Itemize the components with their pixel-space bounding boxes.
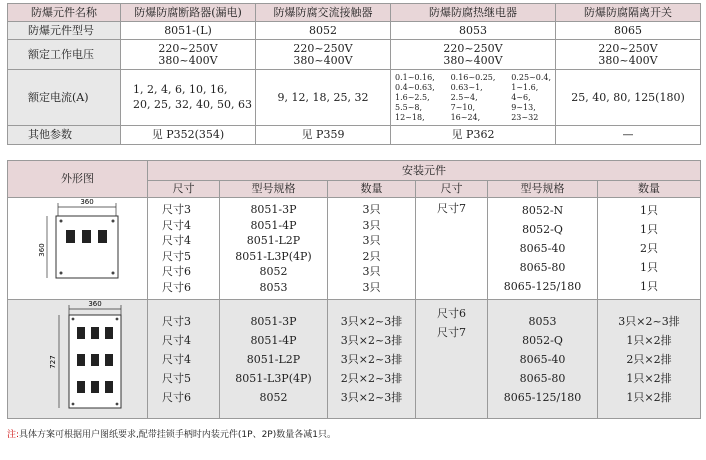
relay-col-2 bbox=[451, 73, 496, 123]
model-label: 防爆元件型号 bbox=[8, 22, 121, 40]
g1-left-qty bbox=[328, 198, 416, 300]
install-group-2 bbox=[8, 300, 701, 419]
qty-cell: 1只×2排 bbox=[626, 390, 672, 404]
footnote bbox=[7, 427, 336, 440]
other-isolator: — bbox=[556, 126, 701, 145]
relay-value: 1.6~2.5, bbox=[395, 92, 430, 102]
model-contactor: 8052 bbox=[256, 22, 391, 40]
qty-cell: 1只 bbox=[640, 280, 658, 293]
breaker-icon bbox=[77, 381, 85, 393]
relay-value: 12~18, bbox=[395, 112, 425, 122]
g1-left-models bbox=[220, 198, 328, 300]
model-cell: 8065-40 bbox=[519, 242, 566, 255]
other-contactor: 见 P359 bbox=[256, 126, 391, 145]
width-dimension: 360 bbox=[79, 198, 94, 206]
g1-right-size: 尺寸7 bbox=[416, 198, 488, 300]
model-cell: 8053 bbox=[528, 314, 557, 328]
current-breaker bbox=[121, 70, 256, 126]
mount-hole bbox=[59, 272, 62, 275]
qty-cell: 1只 bbox=[640, 204, 658, 217]
subheader-model: 型号规格 bbox=[488, 181, 598, 198]
qty-cell: 3只×2~3排 bbox=[340, 390, 403, 404]
model-relay: 8053 bbox=[391, 22, 556, 40]
g1-left-sizes bbox=[148, 198, 220, 300]
breaker-icon bbox=[91, 354, 99, 366]
qty-cell: 3只×2~3排 bbox=[618, 314, 680, 328]
size-cell: 尺寸3 bbox=[162, 314, 191, 328]
relay-value: 23~32 bbox=[511, 112, 539, 122]
g1-right-qty bbox=[598, 198, 701, 300]
qty-cell: 2只×2~3排 bbox=[340, 371, 403, 385]
voltage-contactor bbox=[256, 40, 391, 70]
qty-cell: 3只×2~3排 bbox=[340, 333, 403, 347]
model-cell: 8052-Q bbox=[522, 223, 563, 236]
model-breaker: 8051-(L) bbox=[121, 22, 256, 40]
subheader-size: 尺寸 bbox=[416, 181, 488, 198]
install-table bbox=[7, 160, 701, 419]
qty-cell: 1只×2排 bbox=[626, 371, 672, 385]
current-relay bbox=[391, 70, 556, 126]
shape-drawing-2 bbox=[8, 300, 148, 419]
voltage-line: 220~250V bbox=[598, 41, 658, 55]
breaker-icon bbox=[105, 327, 113, 339]
subheader-qty: 数量 bbox=[598, 181, 701, 198]
mount-hole bbox=[111, 272, 114, 275]
model-cell: 8065-125/180 bbox=[503, 280, 582, 293]
qty-cell: 3只×2~3排 bbox=[340, 314, 403, 328]
relay-value: 0.4~0.63, bbox=[395, 82, 435, 92]
size-cell: 尺寸4 bbox=[162, 352, 191, 366]
model-cell: 8051-4P bbox=[250, 333, 297, 347]
spec-row-voltage bbox=[8, 40, 701, 70]
install-group-1 bbox=[8, 198, 701, 300]
install-header: 安装元件 bbox=[148, 161, 701, 181]
breaker-icon bbox=[105, 354, 113, 366]
model-cell: 8051-L3P(4P) bbox=[235, 371, 312, 385]
size-cell: 尺寸6 bbox=[162, 390, 191, 404]
model-cell: 8051-L2P bbox=[246, 234, 301, 247]
current-line: 1, 2, 4, 6, 10, 16, bbox=[133, 83, 228, 96]
model-cell: 8052 bbox=[259, 390, 288, 404]
size-cell: 尺寸6 bbox=[437, 307, 466, 320]
voltage-line: 380~400V bbox=[598, 53, 658, 67]
size-cell: 尺寸5 bbox=[162, 249, 191, 263]
model-cell: 8051-L3P(4P) bbox=[235, 249, 312, 263]
spec-header-name: 防爆元件名称 bbox=[8, 4, 121, 22]
current-line: 20, 25, 32, 40, 50, 63 bbox=[133, 98, 252, 111]
qty-cell: 3只 bbox=[362, 218, 381, 232]
spec-row-current bbox=[8, 70, 701, 126]
current-contactor: 9, 12, 18, 25, 32 bbox=[256, 70, 391, 126]
breaker-icon bbox=[98, 230, 107, 243]
shape-header: 外形图 bbox=[8, 161, 148, 198]
mount-hole bbox=[115, 318, 118, 321]
relay-value: 16~24, bbox=[450, 112, 481, 122]
model-cell: 8051-L2P bbox=[246, 352, 301, 366]
voltage-isolator bbox=[556, 40, 701, 70]
g2-right-qty bbox=[598, 300, 701, 419]
model-cell: 8065-80 bbox=[519, 261, 566, 274]
model-cell: 8052-N bbox=[521, 204, 564, 217]
model-cell: 8051-3P bbox=[250, 203, 297, 216]
breaker-icon bbox=[77, 327, 85, 339]
enclosure-drawing-tall bbox=[9, 300, 147, 415]
enclosure-body bbox=[56, 216, 118, 278]
qty-cell: 2只×2排 bbox=[626, 352, 672, 366]
relay-value: 5.5~8, bbox=[395, 102, 423, 112]
footnote-prefix: 注: bbox=[7, 430, 20, 440]
breaker-icon bbox=[91, 327, 99, 339]
qty-cell: 2只 bbox=[362, 249, 381, 263]
voltage-line: 220~250V bbox=[158, 41, 218, 55]
size-cell: 尺寸4 bbox=[162, 234, 191, 247]
breaker-icon bbox=[77, 354, 85, 366]
spec-row-model bbox=[8, 22, 701, 40]
relay-value: 0.1~0.16, bbox=[395, 72, 435, 82]
relay-value: 0.25~0.4, bbox=[511, 72, 551, 82]
g2-left-models bbox=[220, 300, 328, 419]
relay-value: 2.5~4, bbox=[450, 92, 478, 102]
other-label: 其他参数 bbox=[8, 126, 121, 145]
spec-header-breaker: 防爆防腐断路器(漏电) bbox=[121, 4, 256, 22]
mount-hole bbox=[71, 318, 74, 321]
relay-value: 4~6, bbox=[511, 92, 531, 102]
voltage-line: 220~250V bbox=[293, 41, 353, 55]
model-cell: 8053 bbox=[259, 280, 288, 294]
breaker-icon bbox=[91, 381, 99, 393]
spec-header-contactor: 防爆防腐交流接触器 bbox=[256, 4, 391, 22]
spec-header-row bbox=[8, 4, 701, 22]
g2-left-qty bbox=[328, 300, 416, 419]
relay-value: 1~1.6, bbox=[511, 82, 539, 92]
spec-table bbox=[7, 3, 701, 145]
g2-right-sizes bbox=[416, 300, 488, 419]
breaker-icon bbox=[105, 381, 113, 393]
model-cell: 8065-125/180 bbox=[503, 390, 582, 404]
relay-value: 7~10, bbox=[450, 102, 476, 112]
height-dimension: 727 bbox=[48, 355, 57, 369]
shape-drawing-1 bbox=[8, 198, 148, 300]
qty-cell: 2只 bbox=[640, 242, 658, 255]
subheader-model: 型号规格 bbox=[220, 181, 328, 198]
voltage-breaker bbox=[121, 40, 256, 70]
model-cell: 8052 bbox=[259, 265, 288, 278]
qty-cell: 1只×2排 bbox=[626, 333, 672, 347]
g1-right-models bbox=[488, 198, 598, 300]
g2-right-models bbox=[488, 300, 598, 419]
voltage-label: 额定工作电压 bbox=[8, 40, 121, 70]
spec-row-other bbox=[8, 126, 701, 145]
relay-value: 9~13, bbox=[511, 102, 536, 112]
subheader-size: 尺寸 bbox=[148, 181, 220, 198]
size-cell: 尺寸7 bbox=[437, 326, 466, 339]
qty-cell: 3只 bbox=[362, 203, 381, 216]
relay-col-1 bbox=[395, 73, 435, 123]
voltage-line: 380~400V bbox=[158, 53, 218, 67]
install-header-row bbox=[8, 161, 701, 181]
spec-header-isolator: 防爆防腐隔离开关 bbox=[556, 4, 701, 22]
qty-cell: 3只 bbox=[362, 234, 381, 247]
qty-cell: 3只×2~3排 bbox=[340, 352, 403, 366]
size-cell: 尺寸5 bbox=[162, 371, 191, 385]
g2-left-sizes bbox=[148, 300, 220, 419]
qty-cell: 3只 bbox=[362, 265, 381, 278]
breaker-icon bbox=[82, 230, 91, 243]
size-cell: 尺寸4 bbox=[162, 333, 191, 347]
qty-cell: 3只 bbox=[362, 280, 381, 294]
voltage-relay bbox=[391, 40, 556, 70]
footnote-text: 具体方案可根据用户图纸要求,配带挂锁手柄时内装元件(1P、2P)数量各减1只。 bbox=[19, 430, 336, 440]
model-cell: 8051-4P bbox=[250, 218, 297, 232]
current-label: 额定电流(A) bbox=[8, 70, 121, 126]
model-cell: 8065-80 bbox=[519, 371, 566, 385]
height-dimension: 360 bbox=[37, 243, 46, 257]
model-cell: 8051-3P bbox=[250, 314, 297, 328]
width-dimension: 360 bbox=[87, 300, 102, 308]
breaker-icon bbox=[66, 230, 75, 243]
voltage-line: 220~250V bbox=[443, 41, 503, 55]
enclosure-drawing-small bbox=[9, 198, 147, 296]
voltage-line: 380~400V bbox=[443, 53, 503, 67]
size-cell: 尺寸6 bbox=[162, 265, 191, 278]
mount-hole bbox=[111, 220, 114, 223]
spec-header-relay: 防爆防腐热继电器 bbox=[391, 4, 556, 22]
mount-hole bbox=[59, 220, 62, 223]
relay-value: 0.63~1, bbox=[450, 82, 483, 92]
qty-cell: 1只 bbox=[640, 261, 658, 274]
model-isolator: 8065 bbox=[556, 22, 701, 40]
size-cell: 尺寸6 bbox=[162, 280, 191, 294]
subheader-qty: 数量 bbox=[328, 181, 416, 198]
model-cell: 8065-40 bbox=[519, 352, 566, 366]
other-relay: 见 P362 bbox=[391, 126, 556, 145]
current-isolator: 25, 40, 80, 125(180) bbox=[556, 70, 701, 126]
size-cell: 尺寸4 bbox=[162, 218, 191, 232]
other-breaker: 见 P352(354) bbox=[121, 126, 256, 145]
model-cell: 8052-Q bbox=[522, 333, 563, 347]
mount-hole bbox=[71, 403, 74, 406]
mount-hole bbox=[115, 403, 118, 406]
relay-col-3 bbox=[511, 73, 551, 123]
relay-value: 0.16~0.25, bbox=[450, 72, 496, 82]
size-cell: 尺寸3 bbox=[162, 203, 191, 216]
qty-cell: 1只 bbox=[640, 223, 658, 236]
voltage-line: 380~400V bbox=[293, 53, 353, 67]
